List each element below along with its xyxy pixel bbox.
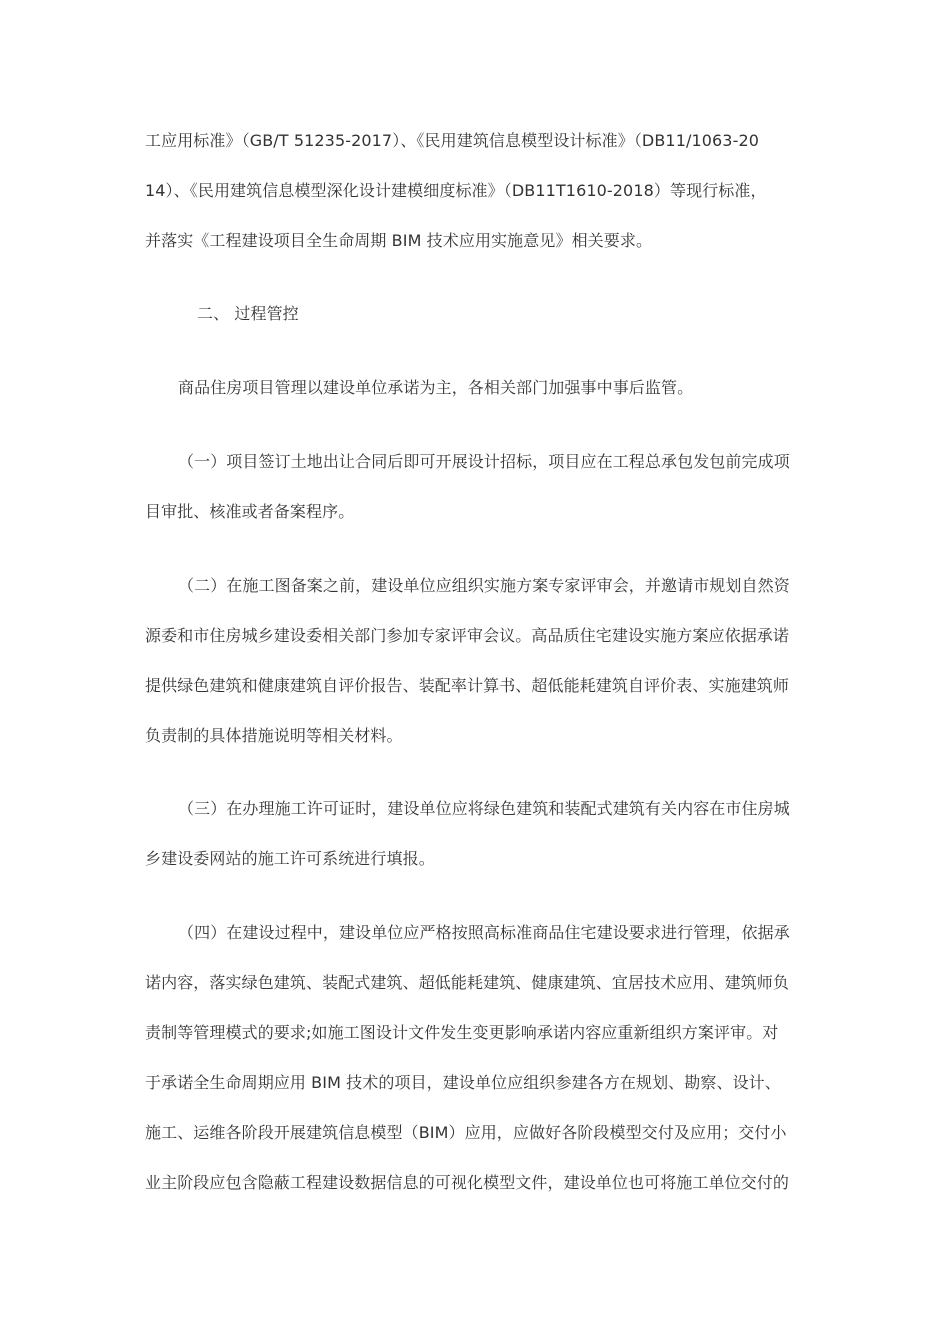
list-item-line: 责制等管理模式的要求;如施工图设计文件发生变更影响承诺内容应重新组织方案评审。对 — [145, 1023, 779, 1042]
list-item-line: （二）在施工图备案之前，建设单位应组织实施方案专家评审会，并邀请市规划自然资 — [178, 576, 790, 595]
text-line: 工应用标准》（GB/T 51235-2017）、《民用建筑信息模型设计标准》（DB11/1063-20 — [145, 131, 760, 150]
list-item-line: （三）在办理施工许可证时，建设单位应将绿色建筑和装配式建筑有关内容在市住房城 — [178, 799, 790, 818]
list-item-line: 于承诺全生命周期应用 BIM 技术的项目，建设单位应组织参建各方在规划、勘察、设计、 — [145, 1073, 781, 1092]
list-item-line: 源委和市住房城乡建设委相关部门参加专家评审会议。高品质住宅建设实施方案应依据承诺 — [145, 626, 790, 645]
section-heading: 二、 过程管控 — [197, 304, 299, 323]
list-item-line: 诺内容，落实绿色建筑、装配式建筑、超低能耗建筑、健康建筑、宜居技术应用、建筑师负 — [145, 973, 790, 992]
list-item-line: 目审批、核准或者备案程序。 — [145, 502, 355, 521]
list-item-line: 业主阶段应包含隐蔽工程建设数据信息的可视化模型文件，建设单位也可将施工单位交付的 — [145, 1173, 790, 1192]
paragraph-line: 商品住房项目管理以建设单位承诺为主，各相关部门加强事中事后监管。 — [178, 378, 694, 397]
list-item-line: 负责制的具体措施说明等相关材料。 — [145, 726, 403, 745]
text-line: 14）、《民用建筑信息模型深化设计建模细度标准》（DB11T1610-2018）等现行标准， — [145, 181, 767, 200]
list-item-line: 乡建设委网站的施工许可系统进行填报。 — [145, 849, 435, 868]
text-line: 并落实《工程建设项目全生命周期 BIM 技术应用实施意见》相关要求。 — [145, 231, 653, 250]
list-item-line: 提供绿色建筑和健康建筑自评价报告、装配率计算书、超低能耗建筑自评价表、实施建筑师 — [145, 676, 790, 695]
list-item-line: （四）在建设过程中，建设单位应严格按照高标准商品住宅建设要求进行管理，依据承 — [178, 923, 790, 942]
list-item-line: （一）项目签订土地出让合同后即可开展设计招标，项目应在工程总承包发包前完成项 — [178, 452, 790, 471]
list-item-line: 施工、运维各阶段开展建筑信息模型（BIM）应用，应做好各阶段模型交付及应用；交付小 — [145, 1123, 787, 1142]
